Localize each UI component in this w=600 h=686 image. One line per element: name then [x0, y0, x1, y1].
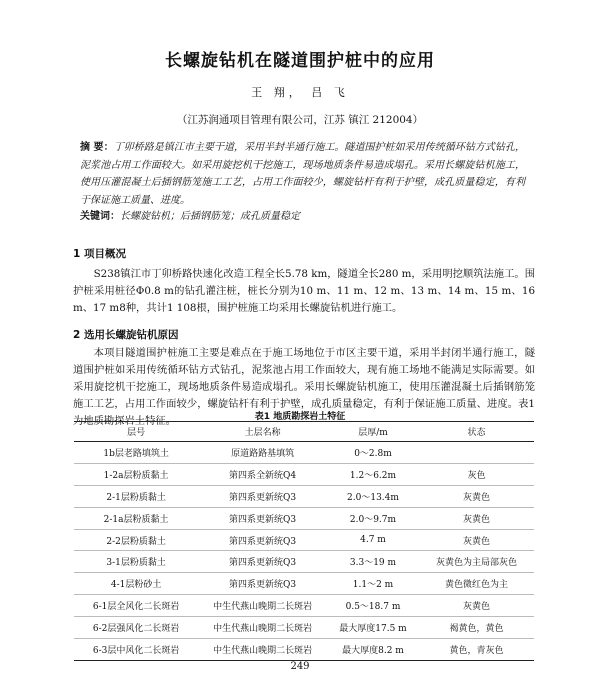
table-row	[74, 463, 534, 485]
cell-layer: 2-2层粉质黏土	[74, 529, 198, 551]
keywords-label: 关键词：	[80, 211, 120, 222]
cell-thickness: 最大厚度8.2 m	[327, 639, 419, 661]
table-row	[74, 617, 534, 639]
header-state: 状态	[419, 422, 534, 442]
cell-soil-name: 中生代燕山晚期二长斑岩	[198, 617, 327, 639]
cell-soil-name: 中生代燕山晚期二长斑岩	[198, 639, 327, 661]
section-1-body	[73, 266, 535, 317]
cell-layer: 3-1层粉质黏土	[74, 551, 198, 573]
paper-title: 长螺旋钻机在隧道围护桩中的应用	[165, 51, 435, 71]
cell-layer: 6-2层强风化二长斑岩	[74, 617, 198, 639]
cell-soil-name: 第四系更新统Q3	[198, 485, 327, 507]
cell-layer: 1-2a层粉质黏土	[74, 463, 198, 485]
cell-state: 黄色，青灰色	[419, 639, 534, 661]
table-row	[74, 442, 534, 464]
cell-soil-name: 第四系更新统Q3	[198, 551, 327, 573]
cell-state: 灰黄色	[419, 595, 534, 617]
cell-layer: 6-3层中风化二长斑岩	[74, 639, 198, 661]
table-row	[74, 529, 534, 551]
cell-layer: 4-1层粉砂土	[74, 573, 198, 595]
header-soil-name: 土层名称	[198, 422, 327, 442]
cell-thickness: 1.2～6.2m	[327, 463, 419, 485]
table-row	[74, 551, 534, 573]
table-caption: 表1 地质勘探岩土特征	[254, 412, 346, 422]
cell-layer: 6-1层全风化二长斑岩	[74, 595, 198, 617]
table-row	[74, 573, 534, 595]
header-thickness: 层厚/m	[327, 422, 419, 442]
cell-thickness: 最大厚度17.5 m	[327, 617, 419, 639]
cell-state: 灰黄色	[419, 507, 534, 529]
cell-state: 褐黄色，黄色	[419, 617, 534, 639]
cell-thickness: 3.3～19 m	[327, 551, 419, 573]
cell-soil-name: 第四系全新统Q4	[198, 463, 327, 485]
cell-layer: 2-1a层粉质黏土	[74, 507, 198, 529]
table-row	[74, 507, 534, 529]
section-2-paragraph: 本项目隧道围护桩施工主要是难点在于施工场地位于市区主要干道，采用半封闭半通行施工，隧道围护桩如采用传统循环钻方式钻孔，泥浆池占用工作面较大，现有施工场地不能满足实际需要。如采用旋挖机干挖施工，现场地质条件易造成塌孔。采用长螺旋钻机施工，使用压灌混凝土后插钢筋笼施工工艺，占用工作面较少，螺旋钻杆有利于护壁，成孔质量稳定，有利于保证施工质量、进度。表1为地质勘探岩土特征。	[73, 347, 535, 427]
cell-thickness: 2.0～9.7m	[327, 507, 419, 529]
cell-layer: 1b层老路填筑土	[74, 442, 198, 464]
table-row	[74, 485, 534, 507]
section-1-paragraph: S238镇江市丁卯桥路快速化改造工程全长5.78 km，隧道全长280 m，采用明挖顺筑法施工。围护桩采用桩径Φ0.8 m的钻孔灌注桩，桩长分别为10 m、11 m、12 m、13 m、14 m、15 m、16 m、17 m8种，共计1 108根，围护桩施工均采用长螺旋钻机进行施工。	[73, 268, 535, 314]
cell-state: 灰黄色	[419, 485, 534, 507]
section-heading-2: 2 选用长螺旋钻机原因	[73, 329, 179, 341]
cell-state: 灰黄色	[419, 529, 534, 551]
cell-thickness: 0.5～18.7 m	[327, 595, 419, 617]
cell-thickness: 2.0～13.4m	[327, 485, 419, 507]
authors: 王 翔， 吕 飞	[251, 86, 349, 99]
table-row	[74, 639, 534, 661]
cell-soil-name: 第四系更新统Q3	[198, 573, 327, 595]
abstract-text: 丁卯桥路是镇江市主要干道，采用半封半通行施工。隧道围护桩如采用传统循环钻方式钻孔，泥浆池占用工作面较大。如采用旋挖机干挖施工，现场地质条件易造成塌孔。采用长螺旋钻机施工，使用压灌混凝土后插钢筋笼施工工艺，占用工作面较少，螺旋钻杆有利于护壁，成孔质量稳定，有利于保证施工质量、进度。	[80, 142, 526, 206]
cell-layer: 2-1层粉质黏土	[74, 485, 198, 507]
keywords	[80, 209, 525, 225]
table-header-row	[74, 422, 534, 442]
cell-state	[419, 442, 534, 464]
keywords-text: 长螺旋钻机；后插钢筋笼；成孔质量稳定	[120, 211, 300, 222]
cell-state: 灰黄色为主局部灰色	[419, 551, 534, 573]
soil-table	[74, 421, 534, 661]
page-number: 249	[290, 661, 310, 672]
abstract	[80, 139, 525, 209]
cell-state: 灰色	[419, 463, 534, 485]
cell-thickness: 4.7 m	[327, 529, 419, 551]
cell-state: 黄色微红色为主	[419, 573, 534, 595]
section-heading-1: 1 项目概况	[73, 248, 126, 260]
affiliation: （江苏润通项目管理有限公司，江苏 镇江 212004）	[176, 114, 424, 126]
abstract-label: 摘 要：	[80, 142, 114, 153]
header-layer: 层号	[74, 422, 198, 442]
cell-soil-name: 第四系更新统Q3	[198, 507, 327, 529]
cell-soil-name: 中生代燕山晚期二长斑岩	[198, 595, 327, 617]
cell-thickness: 0～2.8m	[327, 442, 419, 464]
table-row	[74, 595, 534, 617]
cell-thickness: 1.1～2 m	[327, 573, 419, 595]
cell-soil-name: 原道路路基填筑	[198, 442, 327, 464]
cell-soil-name: 第四系更新统Q3	[198, 529, 327, 551]
